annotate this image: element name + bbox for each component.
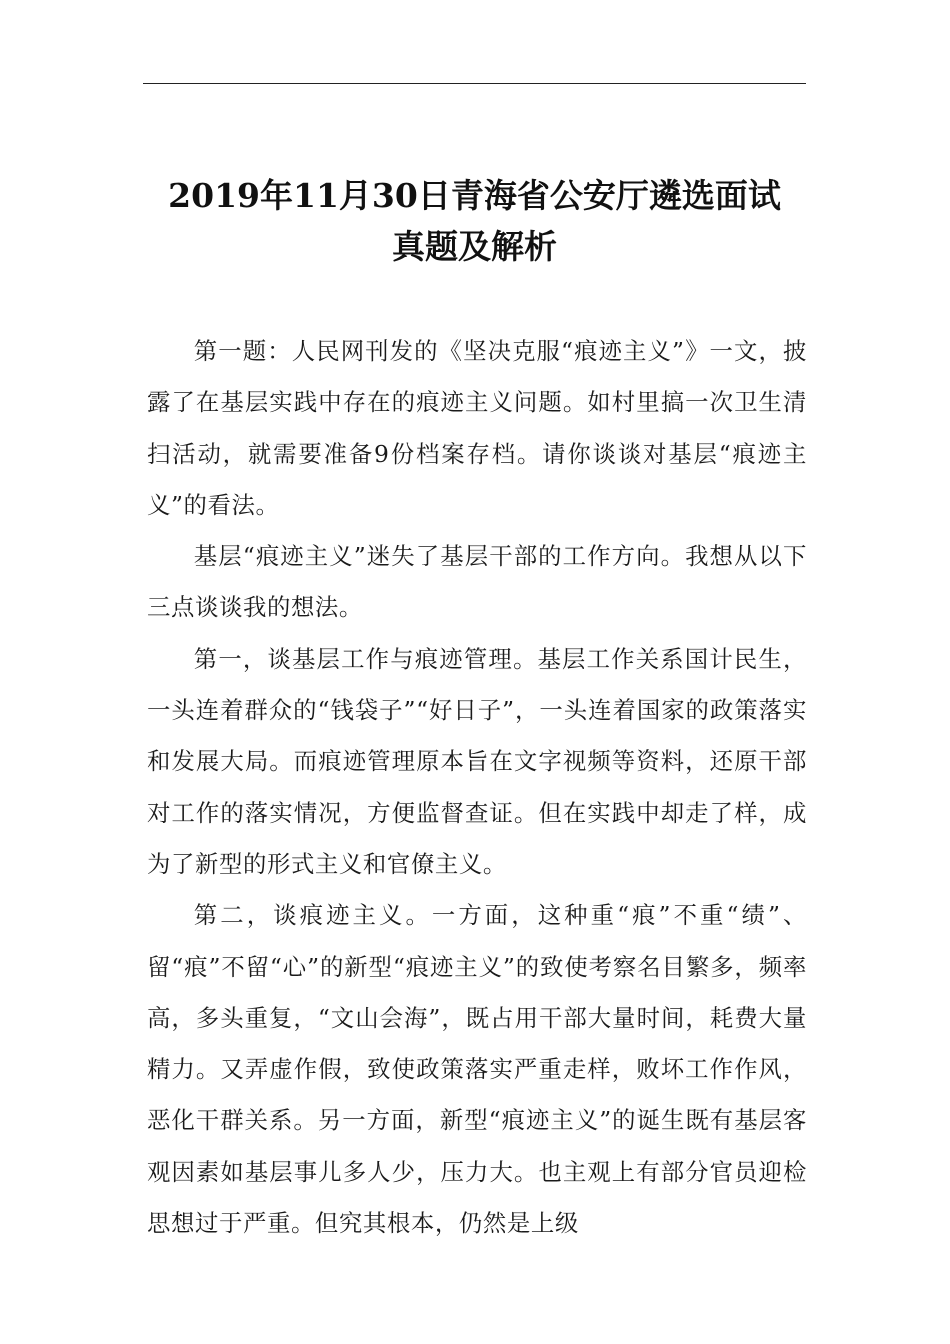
document-body (147, 326, 807, 1249)
paragraph-point-two: 第二，谈痕迹主义。一方面，这种重“痕”不重“绩”、留“痕”不留“心”的新型“痕迹主义”的致使考察名目繁多，频率高，多头重复，“文山会海”，既占用干部大量时间，耗费大量精力。又弄虚作假，致使政策落实严重走样，败坏工作作风，恶化干群关系。另一方面，新型“痕迹主义”的诞生既有基层客观因素如基层事儿多人少，压力大。也主观上有部分官员迎检思想过于严重。但究其根本，仍然是上级 (147, 901, 807, 1238)
title-line-1: 2019年11月30日青海省公安厅遴选面试 (168, 176, 781, 215)
title-line-2: 真题及解析 (392, 227, 557, 266)
document-title (143, 170, 806, 272)
paragraph-point-one: 第一，谈基层工作与痕迹管理。基层工作关系国计民生，一头连着群众的“钱袋子”“好日子”，一头连着国家的政策落实和发展大局。而痕迹管理原本旨在文字视频等资料，还原干部对工作的落实情况，方便监督查证。但在实践中却走了样，成为了新型的形式主义和官僚主义。 (147, 644, 807, 878)
paragraph-question: 第一题：人民网刊发的《坚决克服“痕迹主义”》一文，披露了在基层实践中存在的痕迹主义问题。如村里搞一次卫生清扫活动，就需要准备9份档案存档。请你谈谈对基层“痕迹主义”的看法。 (147, 337, 807, 519)
header-rule (143, 83, 806, 84)
paragraph-intro: 基层“痕迹主义”迷失了基层干部的工作方向。我想从以下三点谈谈我的想法。 (147, 542, 807, 622)
